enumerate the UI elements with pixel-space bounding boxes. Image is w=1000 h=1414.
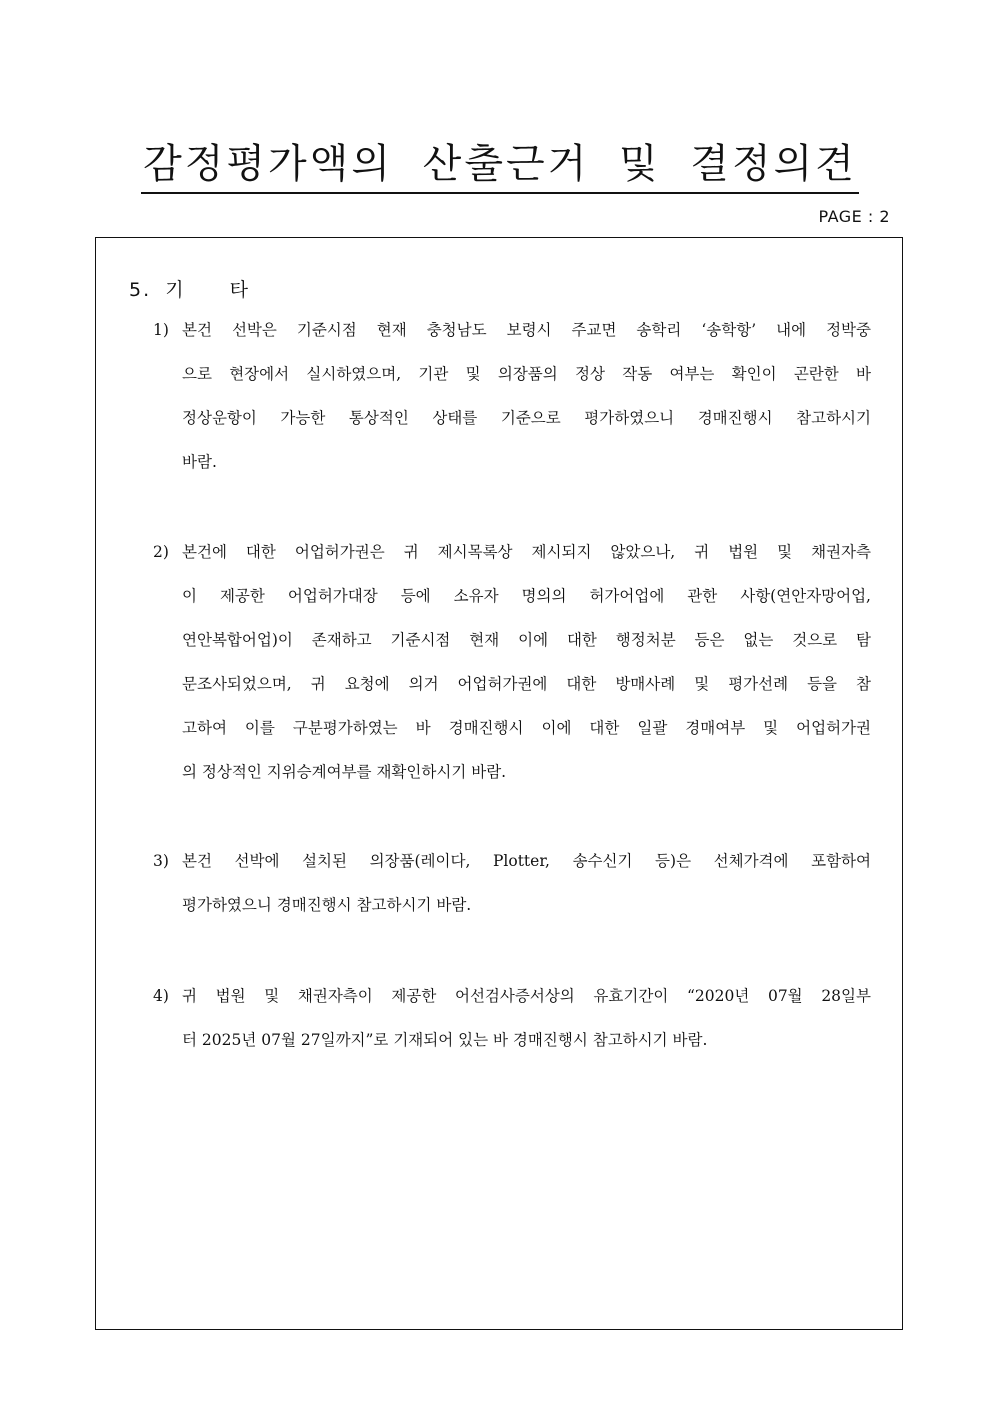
document-title-text: 감정평가액의 산출근거 및 결정의견 <box>141 138 859 194</box>
note-line <box>153 983 871 1027</box>
note-line-text: 본건 선박에 설치된 의장품(레이다, Plotter, 송수신기 등)은 선체가격에 포함하여 <box>182 852 871 870</box>
note-marker: 3) <box>153 852 169 870</box>
note-line <box>153 539 871 583</box>
note-line-text: 귀 법원 및 채권자측이 제공한 어선검사증서상의 유효기간이 “2020년 07월 28일부 <box>182 987 871 1005</box>
note-line-text: 본건 선박은 기준시점 현재 충청남도 보령시 주교면 송학리 ‘송학항’ 내에 정박중 <box>182 321 871 339</box>
note-line <box>153 317 871 361</box>
page-number: PAGE : 2 <box>818 207 890 226</box>
section-number: 5. <box>129 279 152 301</box>
content-box <box>95 237 903 1330</box>
note-marker: 2) <box>153 543 169 561</box>
note-line: 이 제공한 어업허가대장 등에 소유자 명의의 허가어업에 관한 사항(연안자망어업, <box>182 587 871 605</box>
note-item-4 <box>153 983 871 1071</box>
note-line: 연안복합어업)이 존재하고 기준시점 현재 이에 대한 행정처분 등은 없는 것으로 탐 <box>182 631 871 649</box>
note-line: 고하여 이를 구분평가하였는 바 경매진행시 이에 대한 일괄 경매여부 및 어업허가권 <box>182 719 871 737</box>
note-marker: 4) <box>153 987 169 1005</box>
note-item-2 <box>153 539 871 803</box>
note-item-1 <box>153 317 871 493</box>
note-line: 터 2025년 07월 27일까지”로 기재되어 있는 바 경매진행시 참고하시기 바람. <box>182 1031 708 1049</box>
note-line: 으로 현장에서 실시하였으며, 기관 및 의장품의 정상 작동 여부는 확인이 곤란한 바 <box>182 365 871 383</box>
note-line: 의 정상적인 지위승계여부를 재확인하시기 바람. <box>182 763 507 781</box>
section-title: 기 타 <box>165 279 268 301</box>
section-heading <box>129 275 268 302</box>
note-line: 정상운항이 가능한 통상적인 상태를 기준으로 평가하였으니 경매진행시 참고하시기 <box>182 409 871 427</box>
note-line: 평가하였으니 경매진행시 참고하시기 바람. <box>182 896 472 914</box>
note-marker: 1) <box>153 321 169 339</box>
note-line: 바람. <box>182 453 217 471</box>
note-item-3 <box>153 848 871 936</box>
document-title <box>0 138 1000 194</box>
note-line: 문조사되었으며, 귀 요청에 의거 어업허가권에 대한 방매사례 및 평가선례 등을 참 <box>182 675 871 693</box>
note-line-text: 본건에 대한 어업허가권은 귀 제시목록상 제시되지 않았으나, 귀 법원 및 채권자측 <box>182 543 871 561</box>
note-line <box>153 848 871 892</box>
